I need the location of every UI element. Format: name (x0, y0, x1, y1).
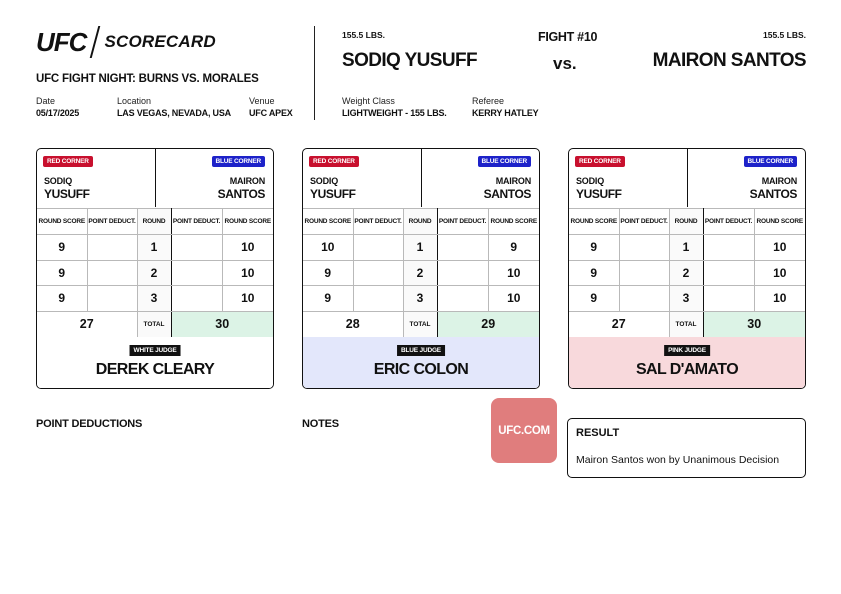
round-row (569, 260, 805, 286)
round-row (303, 286, 539, 312)
round-header: ROUND (137, 209, 171, 235)
blue-total-score: 30 (703, 311, 805, 337)
round-row (569, 235, 805, 261)
blue-round-score: 9 (488, 235, 539, 261)
blue-first-name: MAIRON (495, 176, 531, 186)
red-point-deduct-header: POINT DEDUCT. (353, 209, 403, 235)
judge-panel (37, 337, 273, 388)
blue-point-deduction (171, 286, 222, 312)
round-number: 2 (137, 260, 171, 286)
blue-round-score: 10 (754, 235, 805, 261)
blue-round-score: 10 (222, 286, 273, 312)
red-point-deduction (353, 235, 403, 261)
blue-last-name: SANTOS (749, 187, 797, 201)
ufc-com-watermark: UFC.COM (491, 398, 557, 463)
red-corner-panel (303, 149, 422, 207)
red-round-score-header: ROUND SCORE (569, 209, 619, 235)
result-text: Mairon Santos won by Unanimous Decision (576, 454, 780, 466)
blue-point-deduction (703, 235, 754, 261)
blue-round-score: 10 (754, 260, 805, 286)
red-corner-badge: RED CORNER (575, 156, 625, 167)
score-table-header (569, 209, 805, 235)
red-first-name: SODIQ (310, 176, 339, 186)
judge-panel (303, 337, 539, 388)
round-row (37, 260, 273, 286)
date-value: 05/17/2025 (36, 108, 80, 118)
round-row (37, 235, 273, 261)
judge-color-tag: WHITE JUDGE (130, 345, 181, 356)
notes-heading: NOTES (302, 418, 339, 430)
blue-corner-badge: BLUE CORNER (212, 156, 265, 167)
red-point-deduction (619, 260, 669, 286)
total-label: TOTAL (669, 311, 703, 337)
blue-point-deduction (437, 260, 488, 286)
judge-scorecard (36, 148, 274, 389)
blue-round-score: 10 (488, 286, 539, 312)
blue-fighter-weight: 155.5 LBS. (763, 30, 806, 40)
referee-value: KERRY HATLEY (472, 108, 539, 118)
blue-round-score-header: ROUND SCORE (222, 209, 273, 235)
total-row (569, 311, 805, 337)
round-number: 3 (403, 286, 437, 312)
blue-corner-badge: BLUE CORNER (478, 156, 531, 167)
red-corner-panel (37, 149, 156, 207)
red-round-score: 9 (569, 260, 619, 286)
blue-first-name: MAIRON (229, 176, 265, 186)
red-total-score: 27 (569, 311, 669, 337)
date-label: Date (36, 96, 56, 106)
blue-round-score: 10 (488, 260, 539, 286)
blue-point-deduction (437, 286, 488, 312)
score-table-header (303, 209, 539, 235)
point-deductions-heading: POINT DEDUCTIONS (36, 418, 143, 430)
red-last-name: YUSUFF (576, 187, 622, 201)
blue-corner-panel (688, 149, 805, 207)
red-corner-badge: RED CORNER (309, 156, 359, 167)
red-fighter-weight: 155.5 LBS. (342, 30, 385, 40)
red-point-deduction (353, 260, 403, 286)
result-title: RESULT (576, 427, 620, 439)
red-round-score: 9 (569, 235, 619, 261)
round-number: 1 (403, 235, 437, 261)
blue-round-score: 10 (222, 235, 273, 261)
red-last-name: YUSUFF (310, 187, 356, 201)
red-last-name: YUSUFF (44, 187, 90, 201)
judge-name: ERIC COLON (373, 361, 469, 378)
round-number: 3 (669, 286, 703, 312)
blue-point-deduction (703, 260, 754, 286)
venue-value: UFC APEX (249, 108, 293, 118)
blue-round-score-header: ROUND SCORE (488, 209, 539, 235)
round-header: ROUND (669, 209, 703, 235)
red-point-deduct-header: POINT DEDUCT. (87, 209, 137, 235)
location-value: LAS VEGAS, NEVADA, USA (117, 108, 231, 118)
blue-point-deduct-header: POINT DEDUCT. (703, 209, 754, 235)
judge-scorecard (302, 148, 540, 389)
round-number: 2 (403, 260, 437, 286)
blue-corner-panel (156, 149, 273, 207)
blue-point-deduction (437, 235, 488, 261)
judge-name: SAL D'AMATO (635, 361, 739, 378)
judge-panel (569, 337, 805, 388)
red-point-deduction (87, 286, 137, 312)
blue-point-deduction (703, 286, 754, 312)
red-point-deduct-header: POINT DEDUCT. (619, 209, 669, 235)
blue-round-score: 10 (754, 286, 805, 312)
red-total-score: 27 (37, 311, 137, 337)
versus-label: vs. (553, 54, 577, 73)
blue-corner-panel (422, 149, 539, 207)
total-label: TOTAL (403, 311, 437, 337)
round-row (303, 235, 539, 261)
fight-number: FIGHT #10 (538, 30, 598, 44)
red-round-score: 9 (37, 286, 87, 312)
round-number: 2 (669, 260, 703, 286)
location-label: Location (117, 96, 152, 106)
referee-label: Referee (472, 96, 505, 106)
round-number: 3 (137, 286, 171, 312)
blue-last-name: SANTOS (483, 187, 531, 201)
red-point-deduction (353, 286, 403, 312)
corner-header (303, 149, 539, 209)
venue-label: Venue (249, 96, 275, 106)
corner-header (37, 149, 273, 209)
result-box (567, 418, 806, 478)
total-row (37, 311, 273, 337)
red-point-deduction (87, 235, 137, 261)
blue-total-score: 30 (171, 311, 273, 337)
red-round-score: 9 (37, 235, 87, 261)
blue-point-deduct-header: POINT DEDUCT. (171, 209, 222, 235)
blue-total-score: 29 (437, 311, 539, 337)
red-corner-panel (569, 149, 688, 207)
red-corner-badge: RED CORNER (43, 156, 93, 167)
red-point-deduction (619, 235, 669, 261)
logo-ufc-text: UFC (36, 26, 87, 57)
red-round-score-header: ROUND SCORE (37, 209, 87, 235)
blue-point-deduction (171, 260, 222, 286)
weight-class-label: Weight Class (342, 96, 395, 106)
score-table (569, 208, 805, 338)
blue-round-score-header: ROUND SCORE (754, 209, 805, 235)
red-fighter-name: SODIQ YUSUFF (342, 50, 477, 71)
blue-fighter-name: MAIRON SANTOS (652, 50, 806, 71)
round-row (303, 260, 539, 286)
blue-corner-badge: BLUE CORNER (744, 156, 797, 167)
score-table (303, 208, 539, 338)
judge-color-tag: PINK JUDGE (664, 345, 710, 356)
round-header: ROUND (403, 209, 437, 235)
weight-class-value: LIGHTWEIGHT - 155 LBS. (342, 108, 447, 118)
blue-first-name: MAIRON (761, 176, 797, 186)
blue-round-score: 10 (222, 260, 273, 286)
event-name: UFC FIGHT NIGHT: BURNS VS. MORALES (36, 73, 259, 85)
red-round-score-header: ROUND SCORE (303, 209, 353, 235)
judge-color-tag: BLUE JUDGE (397, 345, 445, 356)
logo-divider (90, 26, 101, 58)
blue-point-deduct-header: POINT DEDUCT. (437, 209, 488, 235)
round-row (569, 286, 805, 312)
red-total-score: 28 (303, 311, 403, 337)
round-number: 1 (137, 235, 171, 261)
red-round-score: 9 (569, 286, 619, 312)
judge-scorecard (568, 148, 806, 389)
red-round-score: 9 (303, 260, 353, 286)
total-label: TOTAL (137, 311, 171, 337)
total-row (303, 311, 539, 337)
round-number: 1 (669, 235, 703, 261)
score-table (37, 208, 273, 338)
red-round-score: 9 (303, 286, 353, 312)
header-divider (314, 26, 315, 120)
round-row (37, 286, 273, 312)
blue-last-name: SANTOS (217, 187, 265, 201)
red-first-name: SODIQ (44, 176, 73, 186)
logo-scorecard-text: SCORECARD (104, 32, 216, 51)
red-first-name: SODIQ (576, 176, 605, 186)
red-round-score: 9 (37, 260, 87, 286)
ufc-logo (36, 26, 216, 58)
red-point-deduction (619, 286, 669, 312)
score-table-header (37, 209, 273, 235)
red-point-deduction (87, 260, 137, 286)
blue-point-deduction (171, 235, 222, 261)
corner-header (569, 149, 805, 209)
red-round-score: 10 (303, 235, 353, 261)
judge-name: DEREK CLEARY (95, 361, 215, 378)
